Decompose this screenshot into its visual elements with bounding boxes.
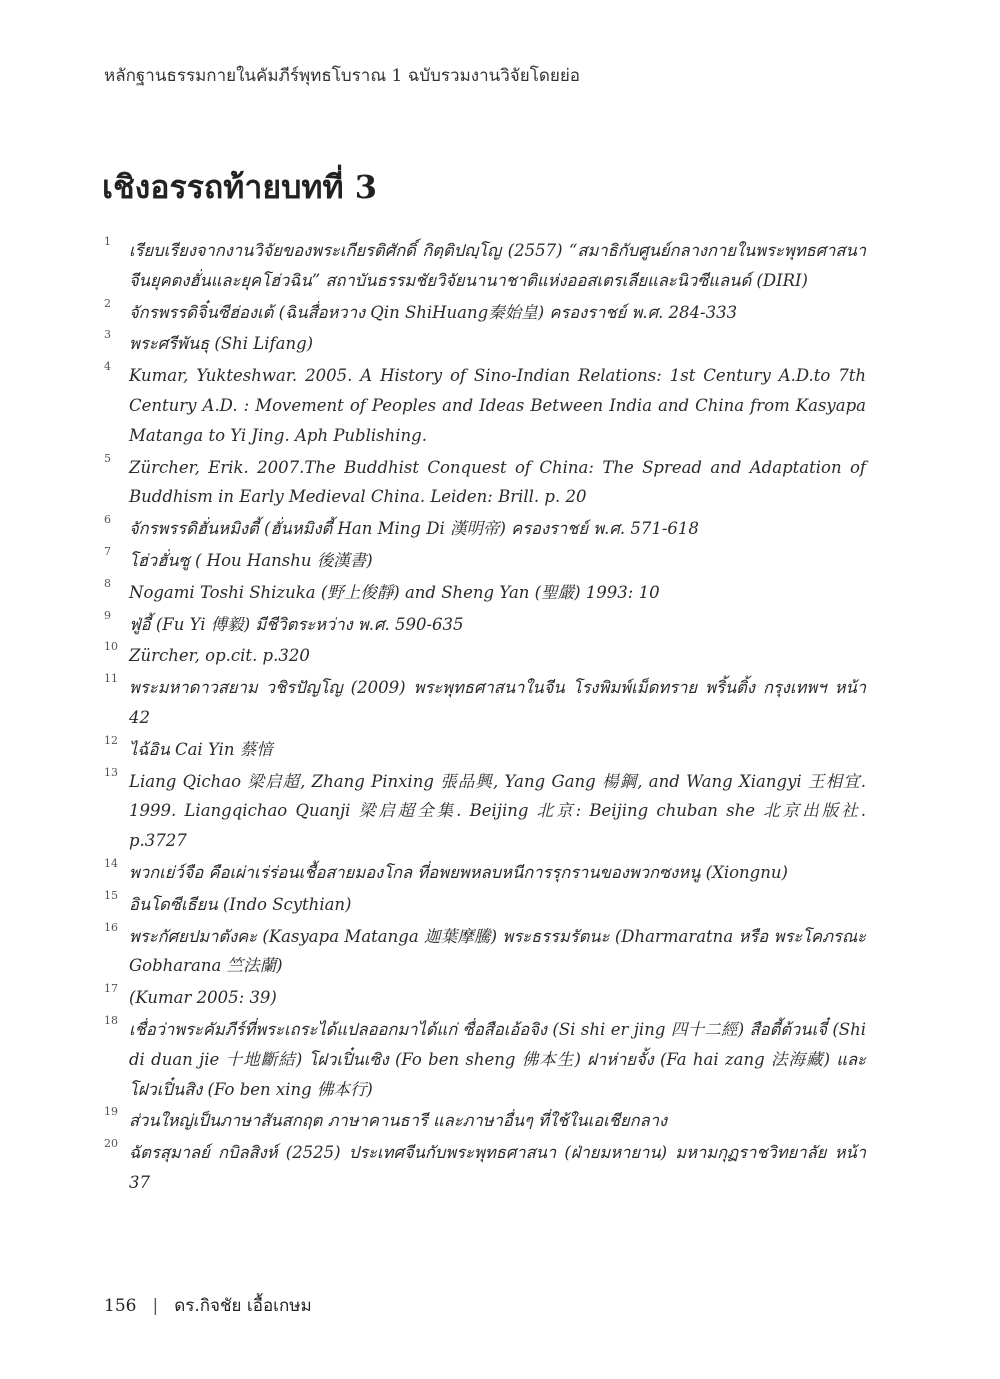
endnotes-list	[104, 236, 866, 1200]
endnote-number: 17	[104, 982, 118, 996]
endnote	[104, 453, 866, 513]
endnote	[104, 610, 866, 640]
page-number: 156	[104, 1296, 137, 1316]
endnote-number: 6	[104, 513, 111, 527]
endnote-text: Kumar, Yukteshwar. 2005. A History of Sino-Indian Relations: 1st Century A.D.to 7th Century A.D. : Movement of Peoples and Ideas Between India and China from Kasyapa Matanga to Yi Jing. Aph Publishing.	[129, 366, 866, 445]
endnote-text: Nogami Toshi Shizuka (野上俊靜) and Sheng Yan (聖嚴) 1993: 10	[129, 582, 660, 602]
endnote-text: (Kumar 2005: 39)	[129, 988, 277, 1008]
endnote-text: ส่วนใหญ่เป็นภาษาสันสกฤต ภาษาคานธารี และภาษาอื่นๆ ที่ใช้ในเอเชียกลาง	[129, 1111, 668, 1131]
endnote	[104, 361, 866, 450]
endnote-text: พระศรีพันธุ (Shi Lifang)	[129, 334, 314, 354]
endnote	[104, 890, 866, 920]
endnote-text: พระกัศยปมาตังคะ (Kasyapa Matanga 迦葉摩騰) พระธรรมรัตนะ (Dharmaratna หรือ พระโคภรณะ Gobharana 竺法蘭)	[129, 926, 866, 976]
endnote-text: Zürcher, op.cit. p.320	[129, 646, 310, 666]
endnote	[104, 1015, 866, 1104]
endnote-number: 3	[104, 328, 111, 342]
endnote	[104, 546, 866, 576]
endnote-text: Zürcher, Erik. 2007.The Buddhist Conquest of China: The Spread and Adaptation of Buddhism in Early Medieval China. Leiden: Brill. p. 20	[129, 457, 866, 507]
endnote	[104, 514, 866, 544]
endnote-text: จักรพรรดิฮั่นหมิงตี้ (ฮั่นหมิงตี้ Han Ming Di 漢明帝) ครองราชย์ พ.ศ. 571-618	[129, 519, 699, 539]
chapter-title: เชิงอรรถท้ายบทที่ 3	[102, 168, 377, 206]
endnote	[104, 298, 866, 328]
footer-author: ดร.กิจชัย เอื้อเกษม	[174, 1296, 312, 1316]
endnote	[104, 983, 866, 1013]
endnote-text: โฮ่วฮั่นซู ( Hou Hanshu 後漢書)	[129, 550, 373, 570]
endnote-text: Liang Qichao 梁启超, Zhang Pinxing 張品興, Yang Gang 楊鋼, and Wang Xiangyi 王相宜. 1999. Liangqichao Quanji 梁启超全集. Beijing 北京: Beijing chuban she 北京出版社. p.3727	[129, 771, 866, 851]
endnote-text: อินโดซีเธียน (Indo Scythian)	[129, 894, 352, 914]
endnote-text: ฉัตรสุมาลย์ กบิลสิงห์ (2525) ประเทศจีนกับพระพุทธศาสนา (ฝ่ายมหายาน) มหามกุฏราชวิทยาลัย หน้า 37	[129, 1143, 866, 1192]
page-footer	[104, 1292, 312, 1319]
endnote-number: 12	[104, 733, 118, 747]
endnote-number: 8	[104, 576, 111, 590]
footer-separator: |	[152, 1296, 159, 1316]
endnote	[104, 735, 866, 765]
endnote	[104, 329, 866, 359]
endnote-text: เชื่อว่าพระคัมภีร์ที่พระเถระได้แปลออกมาได้แก่ ซื่อสือเอ้อจิง (Si shi er jing 四十二經) สือตี้ต้วนเจี๋ (Shi di duan jie 十地斷結) โฝวเปิ๋นเซิง (Fo ben sheng 佛本生) ฝาห่ายจั้ง (Fa hai zang 法海藏) และโฝวเปิ๋นสิง (Fo ben xing 佛本行)	[129, 1019, 866, 1099]
endnote-text: จักรพรรดิจิ๋นซีฮ่องเต้ (ฉินสื่อหวาง Qin ShiHuang秦始皇) ครองราชย์ พ.ศ. 284-333	[129, 302, 738, 322]
endnote	[104, 1138, 866, 1198]
endnote-number: 9	[104, 608, 111, 622]
running-header: หลักฐานธรรมกายในคัมภีร์พุทธโบราณ 1 ฉบับรวมงานวิจัยโดยย่อ	[104, 66, 581, 86]
endnote	[104, 641, 866, 671]
endnote-number: 16	[104, 920, 118, 934]
endnote-text: พวกเย่ว์จือ คือเผ่าเร่ร่อนเชื้อสายมองโกล ที่อพยพหลบหนีการรุกรานของพวกซงหนู (Xiongnu)	[129, 862, 788, 882]
endnote-number: 11	[104, 672, 118, 686]
endnote-number: 19	[104, 1105, 118, 1119]
endnote	[104, 236, 866, 296]
endnote-number: 10	[104, 640, 118, 654]
endnote-number: 13	[104, 765, 118, 779]
endnote-number: 7	[104, 544, 111, 558]
endnote	[104, 858, 866, 888]
endnote-text: ฟู่อี้ (Fu Yi 傅毅) มีชีวิตระหว่าง พ.ศ. 590-635	[129, 614, 464, 634]
endnote-number: 20	[104, 1137, 118, 1151]
endnote	[104, 922, 866, 982]
endnote-number: 14	[104, 856, 118, 870]
endnote	[104, 1106, 866, 1136]
endnote-number: 18	[104, 1013, 118, 1027]
endnote	[104, 767, 866, 856]
endnote-number: 15	[104, 888, 118, 902]
endnote-number: 1	[104, 235, 111, 248]
endnote	[104, 673, 866, 733]
endnote-number: 2	[104, 296, 111, 310]
endnote-text: เรียบเรียงจากงานวิจัยของพระเกียรติศักดิ์ กิตฺติปญฺโญ (2557) “สมาธิกับศูนย์กลางกายในพระพุทธศาสนาจีนยุคตงฮั่นและยุคโฮ่วฉิน” สถาบันธรรมชัยวิจัยนานาชาติแห่งออสเตรเลียและนิวซีแลนด์ (DIRI)	[129, 241, 866, 290]
endnote-text: พระมหาดาวสยาม วชิรปัญโญ (2009) พระพุทธศาสนาในจีน โรงพิมพ์เม็ดทราย พริ้นติ้ง กรุงเทพฯ หน้า 42	[129, 678, 866, 727]
endnote-number: 4	[104, 360, 111, 374]
endnote-text: ไฉ้อิน Cai Yin 蔡愔	[129, 739, 273, 759]
endnote-number: 5	[104, 451, 111, 465]
endnote	[104, 578, 866, 608]
